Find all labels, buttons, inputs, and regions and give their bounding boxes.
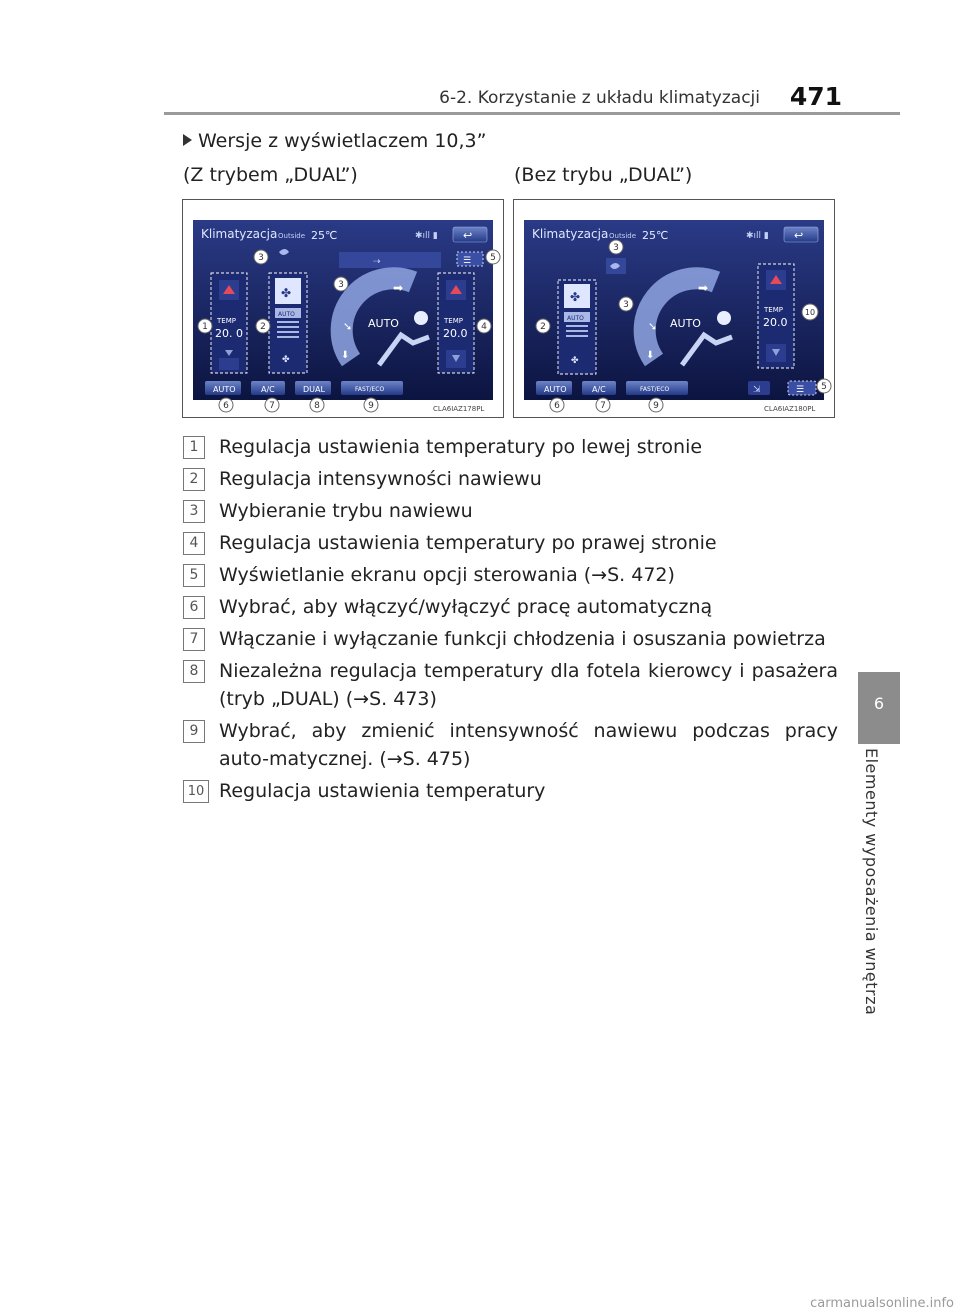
item-text: Regulacja ustawienia temperatury bbox=[219, 780, 546, 802]
chapter-number: 6 bbox=[873, 694, 885, 713]
item-number: 1 bbox=[183, 436, 205, 459]
left-temp-value: 20. 0 bbox=[215, 327, 243, 340]
fan-auto-label: AUTO bbox=[278, 311, 295, 318]
page-header bbox=[164, 82, 900, 112]
list-item bbox=[183, 497, 838, 525]
item-text: Wybrać, aby zmienić intensywność nawiewu podczas pracy auto-matycznej. (→S. 475) bbox=[219, 720, 838, 770]
fan-icon: ✤ bbox=[570, 290, 581, 304]
climate-screen-dual-illustration bbox=[183, 200, 503, 417]
item-number: 10 bbox=[183, 780, 209, 803]
airflow-seat-icon: ⇲ bbox=[753, 385, 761, 395]
callout-label: 6 bbox=[554, 401, 560, 411]
list-item bbox=[183, 593, 838, 621]
left-temp-down-button[interactable] bbox=[219, 358, 239, 370]
version-label bbox=[183, 130, 486, 152]
callout-label: 4 bbox=[481, 322, 487, 332]
page-number: 471 bbox=[789, 82, 842, 111]
item-text: Niezależna regulacja temperatury dla fotela kierowcy i pasażera (tryb „DUAL) (→S. 473) bbox=[219, 660, 838, 710]
list-item bbox=[183, 657, 838, 713]
outside-temp: 25℃ bbox=[642, 229, 669, 242]
item-number: 4 bbox=[183, 532, 205, 555]
auto-button-label: AUTO bbox=[544, 385, 567, 394]
screen-title: Klimatyzacja bbox=[532, 227, 609, 241]
fast-eco-label: FAST/ECO bbox=[640, 386, 670, 393]
center-mode-label: AUTO bbox=[368, 317, 399, 330]
callout-label: 9 bbox=[653, 401, 659, 411]
back-icon: ↩ bbox=[463, 229, 473, 242]
temp-value: 20.0 bbox=[763, 316, 788, 329]
watermark: carmanualsonline.info bbox=[810, 1296, 954, 1311]
arrow-diagonal-icon: ➘ bbox=[648, 320, 658, 333]
item-number: 6 bbox=[183, 596, 205, 619]
right-temp-value: 20.0 bbox=[443, 327, 468, 340]
caption-dual: (Z trybem „DUAL”) bbox=[183, 164, 358, 186]
callout-label: 8 bbox=[314, 401, 320, 411]
ac-button-label: A/C bbox=[592, 385, 606, 394]
airflow-mode-bar[interactable] bbox=[339, 252, 441, 268]
figure-code: CLA6IAZ178PL bbox=[433, 405, 485, 413]
arrow-down-icon: ⬇ bbox=[646, 350, 655, 361]
climate-screen-nodual bbox=[513, 199, 835, 418]
header-rule bbox=[164, 112, 900, 115]
item-number: 2 bbox=[183, 468, 205, 491]
fan-auto-label: AUTO bbox=[567, 315, 584, 322]
temp-label: TEMP bbox=[764, 306, 783, 314]
callout-label: 2 bbox=[260, 322, 266, 332]
climate-screen-dual bbox=[182, 199, 504, 418]
item-number: 8 bbox=[183, 660, 205, 683]
arrow-diagonal-icon: ➘ bbox=[343, 320, 353, 333]
outside-label: Outside bbox=[278, 232, 306, 240]
item-text: Wybrać, aby włączyć/wyłączyć pracę automatyczną bbox=[219, 596, 713, 618]
item-text: Regulacja ustawienia temperatury po lewej stronie bbox=[219, 436, 703, 458]
outside-temp: 25℃ bbox=[311, 229, 338, 242]
list-item bbox=[183, 717, 838, 773]
list-item bbox=[183, 561, 838, 589]
fast-eco-label: FAST/ECO bbox=[355, 386, 385, 393]
item-text: Wyświetlanie ekranu opcji sterowania (→S. 472) bbox=[219, 564, 675, 586]
item-text: Regulacja ustawienia temperatury po prawej stronie bbox=[219, 532, 717, 554]
list-icon: ☰ bbox=[796, 385, 805, 395]
item-number: 3 bbox=[183, 500, 205, 523]
callout-label: 7 bbox=[600, 401, 606, 411]
item-number: 7 bbox=[183, 628, 205, 651]
callout-label: 5 bbox=[821, 382, 827, 392]
status-icons: ✱ıll ▮ bbox=[746, 231, 769, 241]
list-item bbox=[183, 465, 838, 493]
ac-button-label: A/C bbox=[261, 385, 275, 394]
center-mode-label: AUTO bbox=[670, 317, 701, 330]
auto-button-label: AUTO bbox=[213, 385, 236, 394]
callout-label: 2 bbox=[540, 322, 546, 332]
screen-title: Klimatyzacja bbox=[201, 227, 278, 241]
list-item bbox=[183, 529, 838, 557]
item-number: 5 bbox=[183, 564, 205, 587]
figure-code: CLA6IAZ180PL bbox=[764, 405, 816, 413]
legend-list bbox=[183, 433, 838, 809]
callout-label: 3 bbox=[338, 280, 344, 290]
callout-label: 5 bbox=[490, 253, 496, 263]
item-text: Wybieranie trybu nawiewu bbox=[219, 500, 473, 522]
back-icon: ↩ bbox=[794, 229, 804, 242]
left-temp-label: TEMP bbox=[217, 317, 236, 325]
chapter-title: Elementy wyposażenia wnętrza bbox=[862, 748, 881, 1016]
chapter-tab bbox=[858, 672, 900, 744]
fan-icon: ✤ bbox=[281, 286, 292, 300]
callout-label: 10 bbox=[804, 308, 816, 317]
section-title: 6-2. Korzystanie z układu klimatyzacji bbox=[439, 88, 760, 108]
right-temp-label: TEMP bbox=[444, 317, 463, 325]
item-text: Regulacja intensywności nawiewu bbox=[219, 468, 542, 490]
callout-label: 6 bbox=[223, 401, 229, 411]
version-text: Wersje z wyświetlaczem 10,3” bbox=[198, 130, 487, 152]
callout-label: 1 bbox=[202, 322, 208, 332]
fan-small-icon: ✤ bbox=[571, 356, 579, 366]
arrow-down-icon: ⬇ bbox=[341, 350, 350, 361]
list-item bbox=[183, 777, 838, 805]
callout-label: 3 bbox=[623, 300, 629, 310]
arrow-right-icon: ➡ bbox=[393, 281, 404, 295]
callout-label: 3 bbox=[258, 253, 264, 263]
list-item bbox=[183, 625, 838, 653]
head-icon bbox=[717, 311, 731, 325]
arrow-right-icon: ➡ bbox=[698, 281, 709, 295]
head-icon bbox=[414, 311, 428, 325]
status-icons: ✱ıll ▮ bbox=[415, 231, 438, 241]
list-icon: ☰ bbox=[463, 256, 472, 266]
airflow-face-icon: ⇢ bbox=[373, 257, 381, 267]
callout-label: 7 bbox=[269, 401, 275, 411]
item-number: 9 bbox=[183, 720, 205, 743]
item-text: Włączanie i wyłączanie funkcji chłodzenia i osuszania powietrza bbox=[219, 628, 826, 650]
caption-nodual: (Bez trybu „DUAL”) bbox=[514, 164, 693, 186]
callout-label: 9 bbox=[368, 401, 374, 411]
fan-small-icon: ✤ bbox=[282, 355, 290, 365]
climate-screen-nodual-illustration bbox=[514, 200, 834, 417]
callout-label: 3 bbox=[613, 243, 619, 253]
dual-button-label: DUAL bbox=[303, 385, 325, 394]
list-item bbox=[183, 433, 838, 461]
outside-label: Outside bbox=[609, 232, 637, 240]
triangle-bullet-icon bbox=[183, 134, 192, 146]
